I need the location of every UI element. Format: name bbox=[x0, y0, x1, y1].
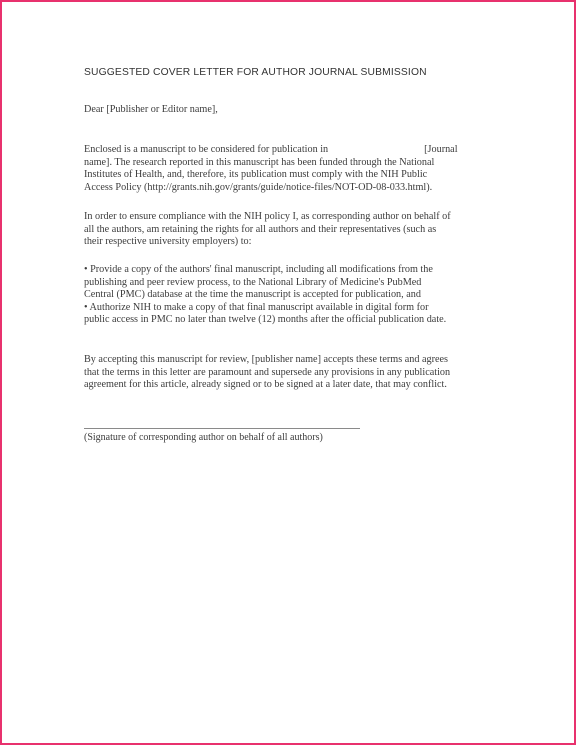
bullet-line: • Provide a copy of the authors' final manuscript, including all modifications from the bbox=[84, 264, 433, 275]
paragraph-rights-list bbox=[84, 264, 494, 327]
paragraph-line: By accepting this manuscript for review, [publisher name] accepts these terms and agrees bbox=[84, 354, 448, 365]
letter-title: SUGGESTED COVER LETTER FOR AUTHOR JOURNAL SUBMISSION bbox=[84, 67, 427, 78]
paragraph-line: In order to ensure compliance with the NIH policy I, as corresponding author on behalf of bbox=[84, 211, 451, 222]
paragraph-line: agreement for this article, already signed or to be signed at a later date, that may conflict. bbox=[84, 379, 447, 390]
paragraph-acceptance-terms bbox=[84, 354, 494, 392]
signature-caption: (Signature of corresponding author on behalf of all authors) bbox=[84, 432, 323, 443]
bullet-line: • Authorize NIH to make a copy of that final manuscript available in digital form for bbox=[84, 301, 429, 313]
bullet-line: Central (PMC) database at the time the manuscript is accepted for publication, and bbox=[84, 289, 421, 300]
bullet-line: public access in PMC no later than twelve (12) months after the official publication date. bbox=[84, 314, 447, 325]
paragraph-line: their respective university employers) to: bbox=[84, 236, 252, 247]
paragraph-line: Access Policy (http://grants.nih.gov/grants/guide/notice-files/NOT-OD-08-033.html). bbox=[84, 181, 433, 193]
paragraph-line: name]. The research reported in this manuscript has been funded through the National bbox=[84, 156, 435, 168]
paragraph-line: that the terms in this letter are paramount and supersede any provisions in any publication bbox=[84, 366, 451, 378]
paragraph-line: Institutes of Health, and, therefore, its publication must comply with the NIH Public bbox=[84, 169, 428, 180]
paragraph-journal-submission bbox=[84, 144, 494, 194]
paragraph-compliance bbox=[84, 211, 494, 249]
paragraph-line: all the authors, am retaining the rights for all authors and their representatives (such as bbox=[84, 223, 437, 235]
signature-line bbox=[84, 428, 360, 429]
bullet-line: publishing and peer review process, to the National Library of Medicine's PubMed bbox=[84, 276, 422, 288]
paragraph-line: Enclosed is a manuscript to be considered for publication in [Journal bbox=[84, 144, 458, 155]
letter-greeting: Dear [Publisher or Editor name], bbox=[84, 104, 218, 115]
